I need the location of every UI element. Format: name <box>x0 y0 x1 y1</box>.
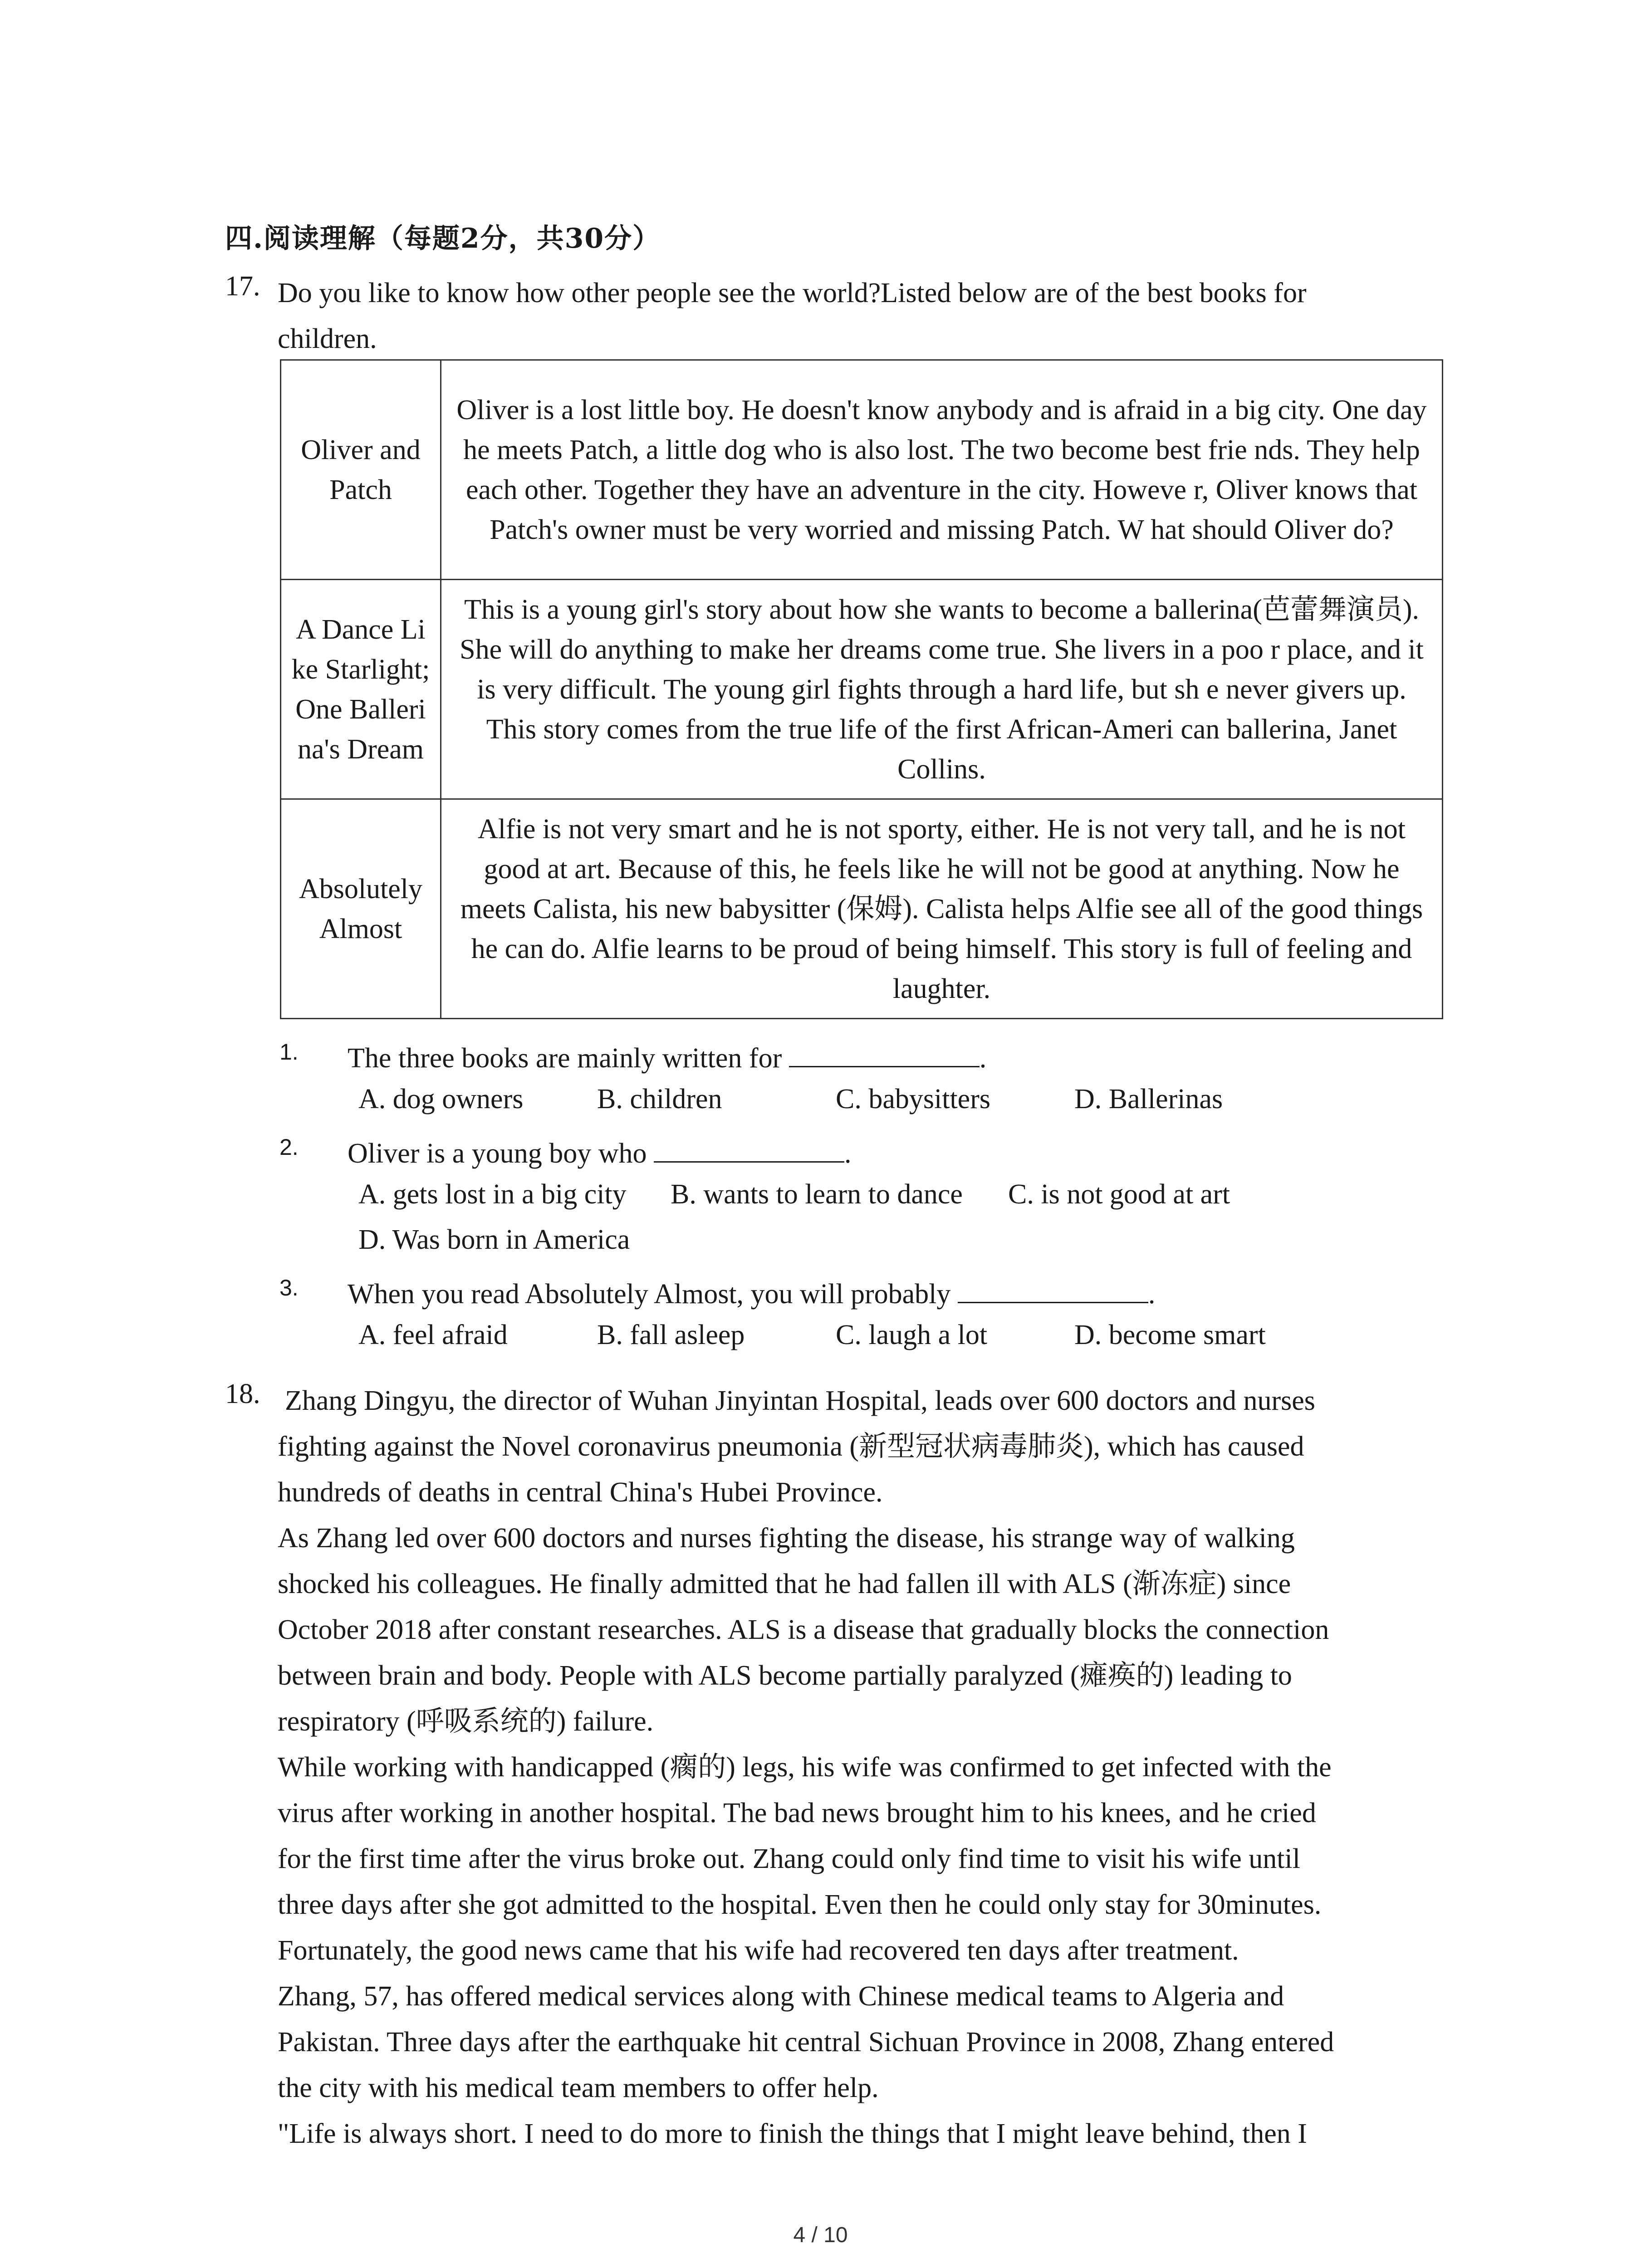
option-d[interactable]: D. Ballerinas <box>1074 1084 1223 1114</box>
passage-line: between brain and body. People with ALS become partially paralyzed (瘫痪的) leading to <box>278 1660 1292 1691</box>
passage-line: As Zhang led over 600 doctors and nurses fighting the disease, his strange way of walking <box>278 1523 1295 1554</box>
option-a[interactable]: A. dog owners <box>358 1084 524 1114</box>
books-table <box>280 359 1443 1019</box>
option-d[interactable]: D. Was born in America <box>358 1224 630 1255</box>
passage-line: Zhang Dingyu, the director of Wuhan Jinyintan Hospital, leads over 600 doctors and nurses <box>285 1385 1315 1416</box>
stem-end: . <box>979 1043 987 1074</box>
passage-line: October 2018 after constant researches. ALS is a disease that gradually blocks the connection <box>278 1614 1329 1645</box>
question-17-number: 17. <box>225 271 260 302</box>
passage-line: Zhang, 57, has offered medical services along with Chinese medical teams to Algeria and <box>278 1981 1284 2012</box>
q17-intro-line-1: Do you like to know how other people see the world?Listed below are of the best books for <box>278 278 1307 308</box>
subquestion-3-number: 3. <box>279 1275 299 1300</box>
passage-line: "Life is always short. I need to do more to finish the things that I might leave behind, then I <box>278 2118 1307 2149</box>
subquestion-2-number: 2. <box>279 1134 299 1160</box>
passage-line: shocked his colleagues. He finally admitted that he had fallen ill with ALS (渐冻症) since <box>278 1569 1291 1599</box>
question-18-number: 18. <box>225 1378 260 1409</box>
passage-line: for the first time after the virus broke out. Zhang could only find time to visit his wife until <box>278 1843 1300 1874</box>
subquestion-stem-text: Oliver is a young boy who <box>348 1138 647 1169</box>
option-a[interactable]: A. feel afraid <box>358 1320 508 1350</box>
table-row <box>281 580 1443 799</box>
subquestion-stem-text: When you read Absolutely Almost, you will probably <box>348 1279 951 1310</box>
book-title: Oliver and Patch <box>281 360 441 580</box>
passage-line: fighting against the Novel coronavirus pneumonia (新型冠状病毒肺炎), which has caused <box>278 1431 1304 1462</box>
answer-blank[interactable] <box>789 1039 980 1067</box>
passage-line: three days after she got admitted to the hospital. Even then he could only stay for 30minutes. <box>278 1889 1322 1920</box>
table-row <box>281 360 1443 580</box>
passage-line: virus after working in another hospital. The bad news brought him to his knees, and he cried <box>278 1798 1316 1828</box>
passage-line: hundreds of deaths in central China's Hubei Province. <box>278 1477 883 1508</box>
option-d[interactable]: D. become smart <box>1074 1320 1266 1350</box>
option-b[interactable]: B. fall asleep <box>597 1320 745 1350</box>
answer-blank[interactable] <box>654 1134 844 1163</box>
book-description: Oliver is a lost little boy. He doesn't know anybody and is afraid in a big city. One day he meets Patch, a little dog who is also lost. The two become best frie nds. They help each other. Together they have an adventure in the city. Howeve r, Oliver knows that Patch's owner must be very worried and missing Patch. W hat should Oliver do? <box>441 360 1443 580</box>
option-b[interactable]: B. children <box>597 1084 722 1114</box>
subquestion-1-stem <box>348 1039 986 1075</box>
passage-line: respiratory (呼吸系统的) failure. <box>278 1706 654 1737</box>
option-c[interactable]: C. babysitters <box>836 1084 990 1114</box>
page-number: 4 / 10 <box>793 2223 848 2247</box>
option-a[interactable]: A. gets lost in a big city <box>358 1179 627 1210</box>
book-description: This is a young girl's story about how she wants to become a ballerina(芭蕾舞演员). She will do anything to make her dreams come true. She livers in a poo r place, and it is very difficult. The young girl fights through a hard life, but sh e never givers up. This story comes from the true life of the first African-Ameri can ballerina, Janet Collins. <box>441 580 1443 799</box>
section-title: 四.阅读理解（每题2分，共30分） <box>225 223 661 254</box>
passage-line: Fortunately, the good news came that his wife had recovered ten days after treatment. <box>278 1935 1239 1966</box>
subquestion-2-stem <box>348 1134 852 1170</box>
subquestion-3-stem <box>348 1275 1155 1310</box>
stem-end: . <box>844 1138 852 1169</box>
q17-intro-line-2: children. <box>278 323 377 354</box>
option-c[interactable]: C. is not good at art <box>1008 1179 1230 1210</box>
passage-line: While working with handicapped (瘸的) legs, his wife was confirmed to get infected with the <box>278 1752 1332 1783</box>
subquestion-1-number: 1. <box>279 1039 299 1065</box>
book-title: A Dance Li ke Starlight; One Balleri na's Dream <box>281 580 441 799</box>
passage-line: the city with his medical team members to offer help. <box>278 2072 879 2103</box>
passage-line: Pakistan. Three days after the earthquake hit central Sichuan Province in 2008, Zhang entered <box>278 2027 1334 2058</box>
book-description: Alfie is not very smart and he is not sporty, either. He is not very tall, and he is not good at art. Because of this, he feels like he will not be good at anything. Now he meets Calista, his new babysitter (保姆). Calista helps Alfie see all of the good things he can do. Alfie learns to be proud of being himself. This story is full of feeling and laughter. <box>441 799 1443 1019</box>
option-b[interactable]: B. wants to learn to dance <box>671 1179 963 1210</box>
answer-blank[interactable] <box>958 1275 1148 1303</box>
table-row <box>281 799 1443 1019</box>
option-c[interactable]: C. laugh a lot <box>836 1320 988 1350</box>
subquestion-stem-text: The three books are mainly written for <box>348 1043 782 1074</box>
book-title: Absolutely Almost <box>281 799 441 1019</box>
stem-end: . <box>1148 1279 1156 1310</box>
